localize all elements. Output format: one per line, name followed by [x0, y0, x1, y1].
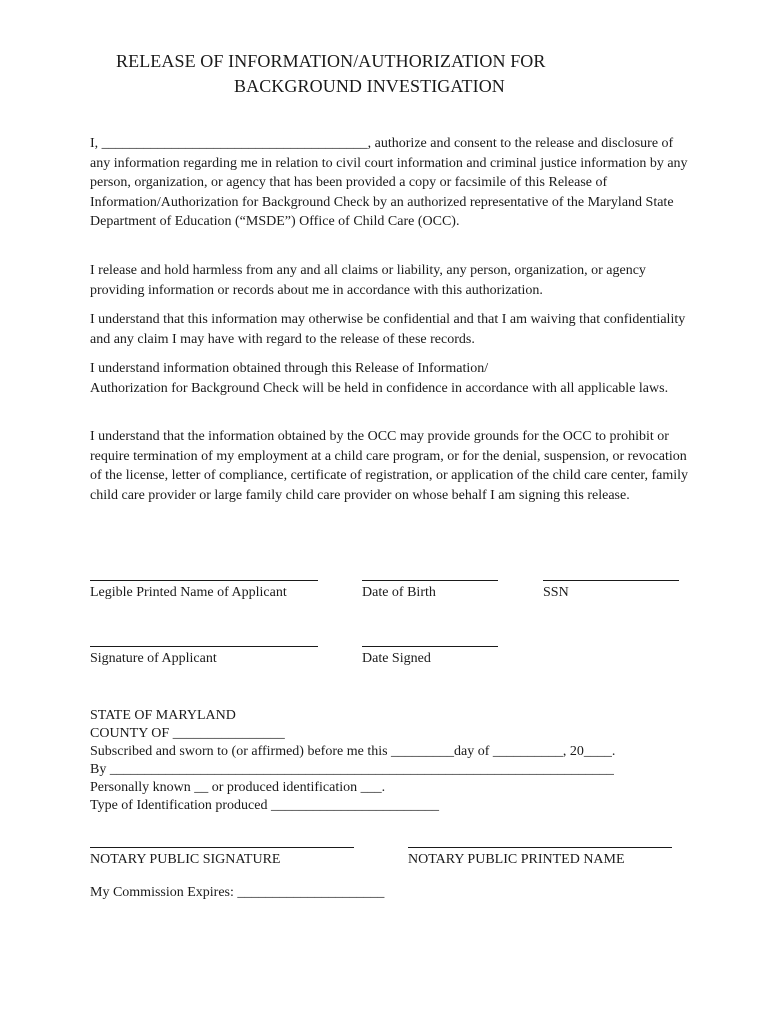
- notary-printed-name-label: NOTARY PUBLIC PRINTED NAME: [408, 852, 625, 867]
- confidence-paragraph-line1: I understand information obtained through this Release of Information/: [90, 361, 489, 376]
- confidence-paragraph-rest: Authorization for Background Check will be held in confidence in accordance with all applicable laws.: [90, 380, 669, 396]
- notary-commission-expires: My Commission Expires: _____________________: [90, 885, 385, 900]
- notary-subscribed: Subscribed and sworn to (or affirmed) before me this _________day of __________, 20____.: [90, 744, 616, 759]
- confidence-paragraph: [90, 359, 690, 398]
- confidentiality-paragraph: I understand that this information may otherwise be confidential and that I am waiving that confidentiality and any claim I may have with regard to the release of these records.: [90, 312, 686, 347]
- notary-personally-known: Personally known __ or produced identification ___.: [90, 780, 386, 795]
- date-of-birth-line[interactable]: [362, 580, 498, 581]
- printed-name-label: Legible Printed Name of Applicant: [90, 585, 287, 600]
- date-signed-line[interactable]: [362, 646, 498, 647]
- printed-name-line[interactable]: [90, 580, 318, 581]
- notary-id-type: Type of Identification produced ________________________: [90, 798, 439, 813]
- document-title-line2: BACKGROUND INVESTIGATION: [234, 76, 505, 96]
- release-paragraph: I release and hold harmless from any and all claims or liability, any person, organization, or agency providing information or records about me in accordance with this authorization.: [90, 263, 646, 298]
- signature-label: Signature of Applicant: [90, 651, 217, 666]
- document-title-line1: RELEASE OF INFORMATION/AUTHORIZATION FOR: [116, 51, 546, 71]
- signature-line[interactable]: [90, 646, 318, 647]
- notary-county: COUNTY OF ________________: [90, 726, 285, 741]
- date-signed-label: Date Signed: [362, 651, 431, 666]
- termination-paragraph: I understand that the information obtained by the OCC may provide grounds for the OCC to prohibit or require termination of my employment at a child care program, or for the denial, suspension, or revocation of the license, letter of compliance, certificate of registration, or application of the child care center, family child care provider or large family child care provider on whose behalf I am signing this release.: [90, 429, 689, 503]
- notary-state: STATE OF MARYLAND: [90, 708, 236, 723]
- notary-printed-name-line[interactable]: [408, 847, 672, 848]
- notary-by: By ________________________________________________________________________: [90, 762, 614, 777]
- ssn-label: SSN: [543, 585, 569, 600]
- date-of-birth-label: Date of Birth: [362, 585, 436, 600]
- authorization-paragraph: I, ______________________________________, authorize and consent to the release and disclosure of any information regarding me in relation to civil court information and criminal justice information by any person, organization, or agency that has been provided a copy or facsimile of this Release of Information/Authorization for Background Check by an authorized representative of the Maryland State Department of Education (“MSDE”) Office of Child Care (OCC).: [90, 136, 688, 230]
- notary-signature-label: NOTARY PUBLIC SIGNATURE: [90, 852, 281, 867]
- notary-signature-line[interactable]: [90, 847, 354, 848]
- ssn-line[interactable]: [543, 580, 679, 581]
